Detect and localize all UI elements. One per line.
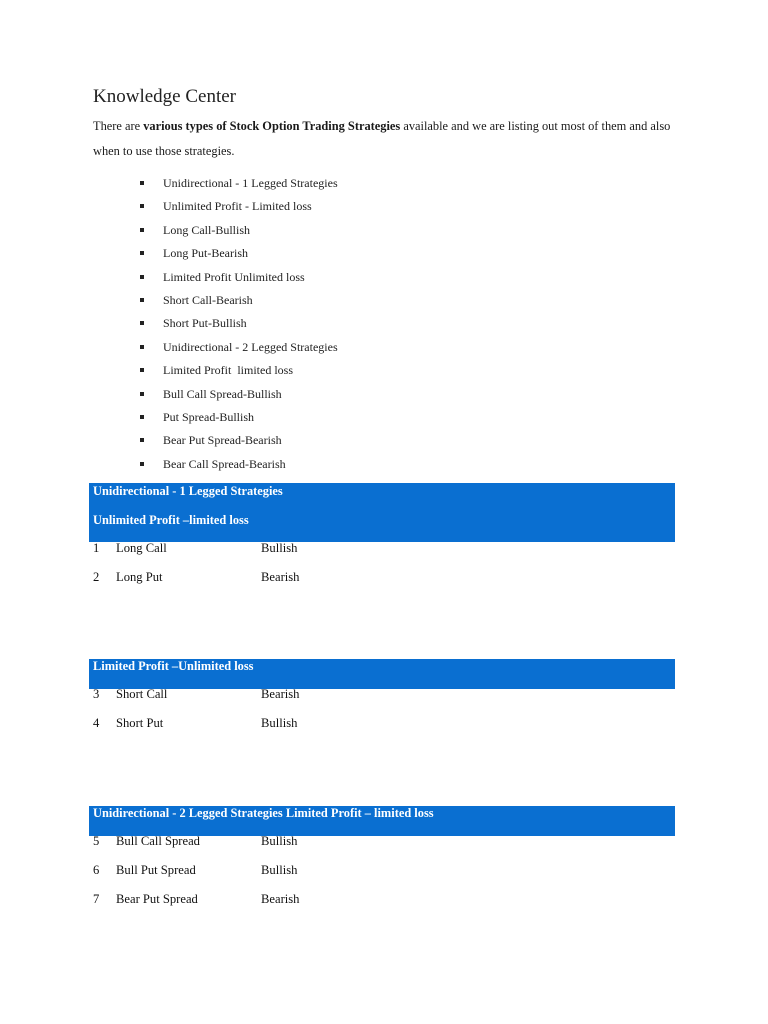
row-number: 4 xyxy=(93,716,100,730)
page-title: Knowledge Center xyxy=(93,86,236,107)
bullet-text: Put Spread-Bullish xyxy=(163,409,255,424)
bullet-text: Limited Profit limited loss xyxy=(163,363,293,378)
square-bullet-icon xyxy=(140,438,144,442)
section-header-band xyxy=(89,806,675,836)
bullet-item xyxy=(137,406,338,429)
square-bullet-icon xyxy=(140,275,144,279)
bullet-item xyxy=(137,172,338,195)
square-bullet-icon xyxy=(140,204,144,208)
bullet-item xyxy=(137,219,338,242)
market-direction: Bearish xyxy=(261,892,300,906)
strategy-name: Bull Call Spread xyxy=(116,834,200,848)
row-number: 5 xyxy=(93,834,100,848)
square-bullet-icon xyxy=(140,345,144,349)
intro-text-after: available and we are listing out most of them and also when to use those strategies. xyxy=(93,119,671,158)
bullet-item xyxy=(137,242,338,265)
bullet-text: Bear Put Spread-Bearish xyxy=(163,433,282,448)
square-bullet-icon xyxy=(140,392,144,396)
table-row xyxy=(93,716,493,734)
strategy-name: Short Call xyxy=(116,687,168,701)
square-bullet-icon xyxy=(140,228,144,232)
square-bullet-icon xyxy=(140,298,144,302)
bullet-text: Limited Profit Unlimited loss xyxy=(163,269,305,284)
bullet-item xyxy=(137,195,338,218)
table-row xyxy=(93,892,493,910)
strategy-name: Bear Put Spread xyxy=(116,892,198,906)
square-bullet-icon xyxy=(140,462,144,466)
table-row xyxy=(93,834,493,852)
bullet-item xyxy=(137,359,338,382)
square-bullet-icon xyxy=(140,415,144,419)
square-bullet-icon xyxy=(140,251,144,255)
market-direction: Bearish xyxy=(261,687,300,701)
table-row xyxy=(93,687,493,705)
bullet-text: Bear Call Spread-Bearish xyxy=(163,456,286,471)
table-row xyxy=(93,541,493,559)
bullet-text: Bull Call Spread-Bullish xyxy=(163,386,282,401)
strategy-name: Long Put xyxy=(116,570,163,584)
bullet-text: Unidirectional - 2 Legged Strategies xyxy=(163,339,338,354)
bullet-text: Long Put-Bearish xyxy=(163,246,248,261)
market-direction: Bullish xyxy=(261,834,298,848)
bullet-text: Short Put-Bullish xyxy=(163,316,247,331)
table-row xyxy=(93,863,493,881)
market-direction: Bearish xyxy=(261,570,300,584)
bullet-text: Short Call-Bearish xyxy=(163,292,253,307)
row-number: 7 xyxy=(93,892,100,906)
intro-text-before: There are xyxy=(93,119,144,133)
row-number: 1 xyxy=(93,541,100,555)
bullet-text: Long Call-Bullish xyxy=(163,222,250,237)
bullet-item xyxy=(137,383,338,406)
bullet-item xyxy=(137,429,338,452)
table-row xyxy=(93,570,493,588)
strategy-name: Bull Put Spread xyxy=(116,863,196,877)
row-number: 3 xyxy=(93,687,100,701)
market-direction: Bullish xyxy=(261,716,298,730)
intro-text-bold: various types of Stock Option Trading Strategies xyxy=(143,119,401,133)
section-header-band xyxy=(89,659,675,689)
strategy-name: Long Call xyxy=(116,541,167,555)
bullet-item xyxy=(137,289,338,312)
section-header-band xyxy=(89,483,675,542)
square-bullet-icon xyxy=(140,368,144,372)
square-bullet-icon xyxy=(140,321,144,325)
market-direction: Bullish xyxy=(261,541,298,555)
bullet-item xyxy=(137,453,338,476)
bullet-item xyxy=(137,336,338,359)
section-header-line: Limited Profit –Unlimited loss xyxy=(93,659,254,673)
bullet-text: Unlimited Profit - Limited loss xyxy=(163,199,312,214)
bullet-item xyxy=(137,266,338,289)
section-header-line: Unidirectional - 1 Legged Strategies xyxy=(93,484,283,498)
intro-paragraph xyxy=(93,114,683,164)
strategy-bullet-list xyxy=(137,172,338,476)
market-direction: Bullish xyxy=(261,863,298,877)
section-header-line: Unidirectional - 2 Legged Strategies Limited Profit – limited loss xyxy=(93,806,434,820)
bullet-text: Unidirectional - 1 Legged Strategies xyxy=(163,176,338,190)
bullet-item xyxy=(137,312,338,335)
row-number: 6 xyxy=(93,863,100,877)
section-header-line: Unlimited Profit –limited loss xyxy=(93,513,249,527)
square-bullet-icon xyxy=(140,181,144,185)
row-number: 2 xyxy=(93,570,100,584)
strategy-name: Short Put xyxy=(116,716,164,730)
